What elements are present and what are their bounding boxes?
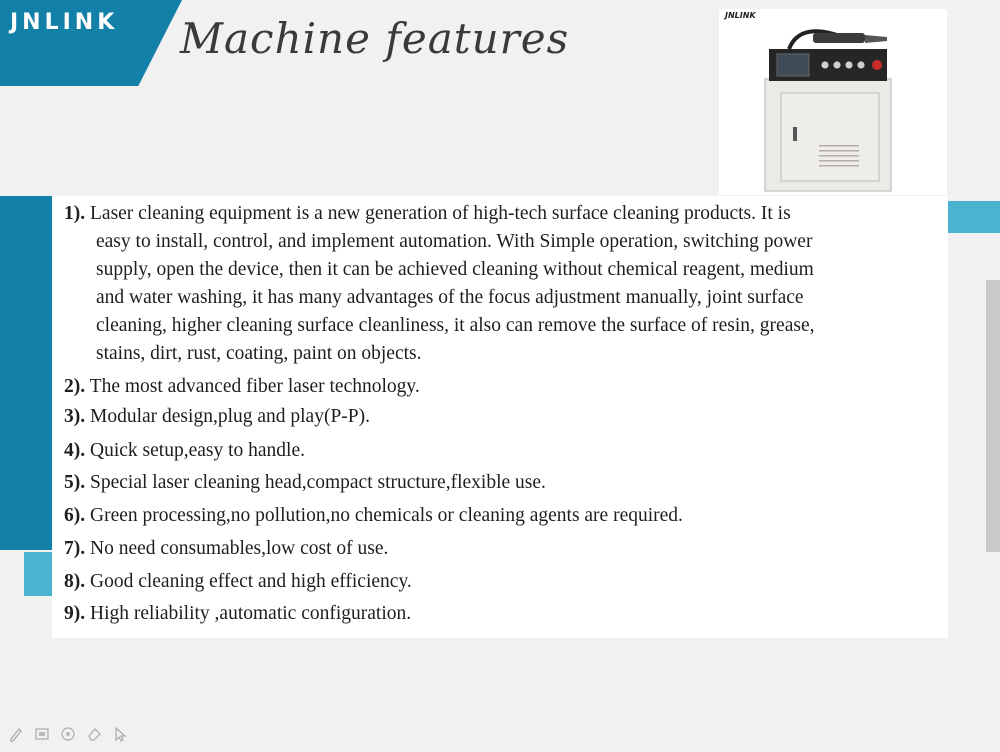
feature-number: 9). [64,603,86,624]
pen-icon[interactable] [6,724,26,744]
right-accent-bar [948,201,1000,233]
feature-text: No need consumables,low cost of use. [90,538,389,559]
feature-item-2 [64,373,944,401]
feature-item-1 [64,200,944,368]
laser-cleaner-machine-image [719,9,947,195]
feature-text: Good cleaning effect and high efficiency. [90,571,412,592]
feature-item-3 [64,403,944,431]
left-accent-block [24,552,52,596]
feature-item-6 [64,502,944,530]
feature-text: Green processing,no pollution,no chemicals or cleaning agents are required. [90,505,683,526]
photo-logo: JNLINK [725,11,756,20]
feature-item-5 [64,469,944,497]
feature-item-9 [64,600,944,628]
image-icon[interactable] [32,724,52,744]
features-panel [52,196,948,638]
feature-number: 6). [64,505,86,526]
feature-text: Modular design,plug and play(P-P). [90,406,371,427]
feature-text: Quick setup,easy to handle. [90,440,305,461]
feature-number: 4). [64,440,86,461]
left-accent-bar [0,196,52,550]
feature-text: High reliability ,automatic configuration. [90,603,412,624]
scrollbar[interactable] [986,280,1000,552]
feature-number: 1). [64,203,86,224]
eraser-icon[interactable] [84,724,104,744]
feature-text-line: cleaning, higher cleaning surface cleanliness, it also can remove the surface of resin, grease, [96,315,815,336]
feature-number: 5). [64,472,86,493]
feature-item-8 [64,568,944,596]
comment-icon[interactable] [58,724,78,744]
feature-text-line: Laser cleaning equipment is a new generation of high-tech surface cleaning products. It is [90,203,791,224]
feature-item-4 [64,437,944,465]
feature-text: Special laser cleaning head,compact structure,flexible use. [90,472,546,493]
feature-text-line: easy to install, control, and implement automation. With Simple operation, switching power [96,231,813,252]
feature-text-line: and water washing, it has many advantages of the focus adjustment manually, joint surface [96,287,804,308]
annotation-toolbar [6,724,130,746]
feature-number: 3). [64,406,86,427]
feature-number: 2). [64,376,86,397]
page-title: Machine features [180,14,570,63]
brand-logo: JNLINK [10,10,119,35]
feature-item-7 [64,535,944,563]
feature-number: 8). [64,571,86,592]
feature-text: The most advanced fiber laser technology. [89,376,420,397]
feature-number: 7). [64,538,86,559]
pointer-icon[interactable] [110,724,130,744]
machine-photo [719,9,947,195]
feature-text-line: stains, dirt, rust, coating, paint on objects. [96,343,422,364]
feature-text-line: supply, open the device, then it can be achieved cleaning without chemical reagent, medium [96,259,814,280]
